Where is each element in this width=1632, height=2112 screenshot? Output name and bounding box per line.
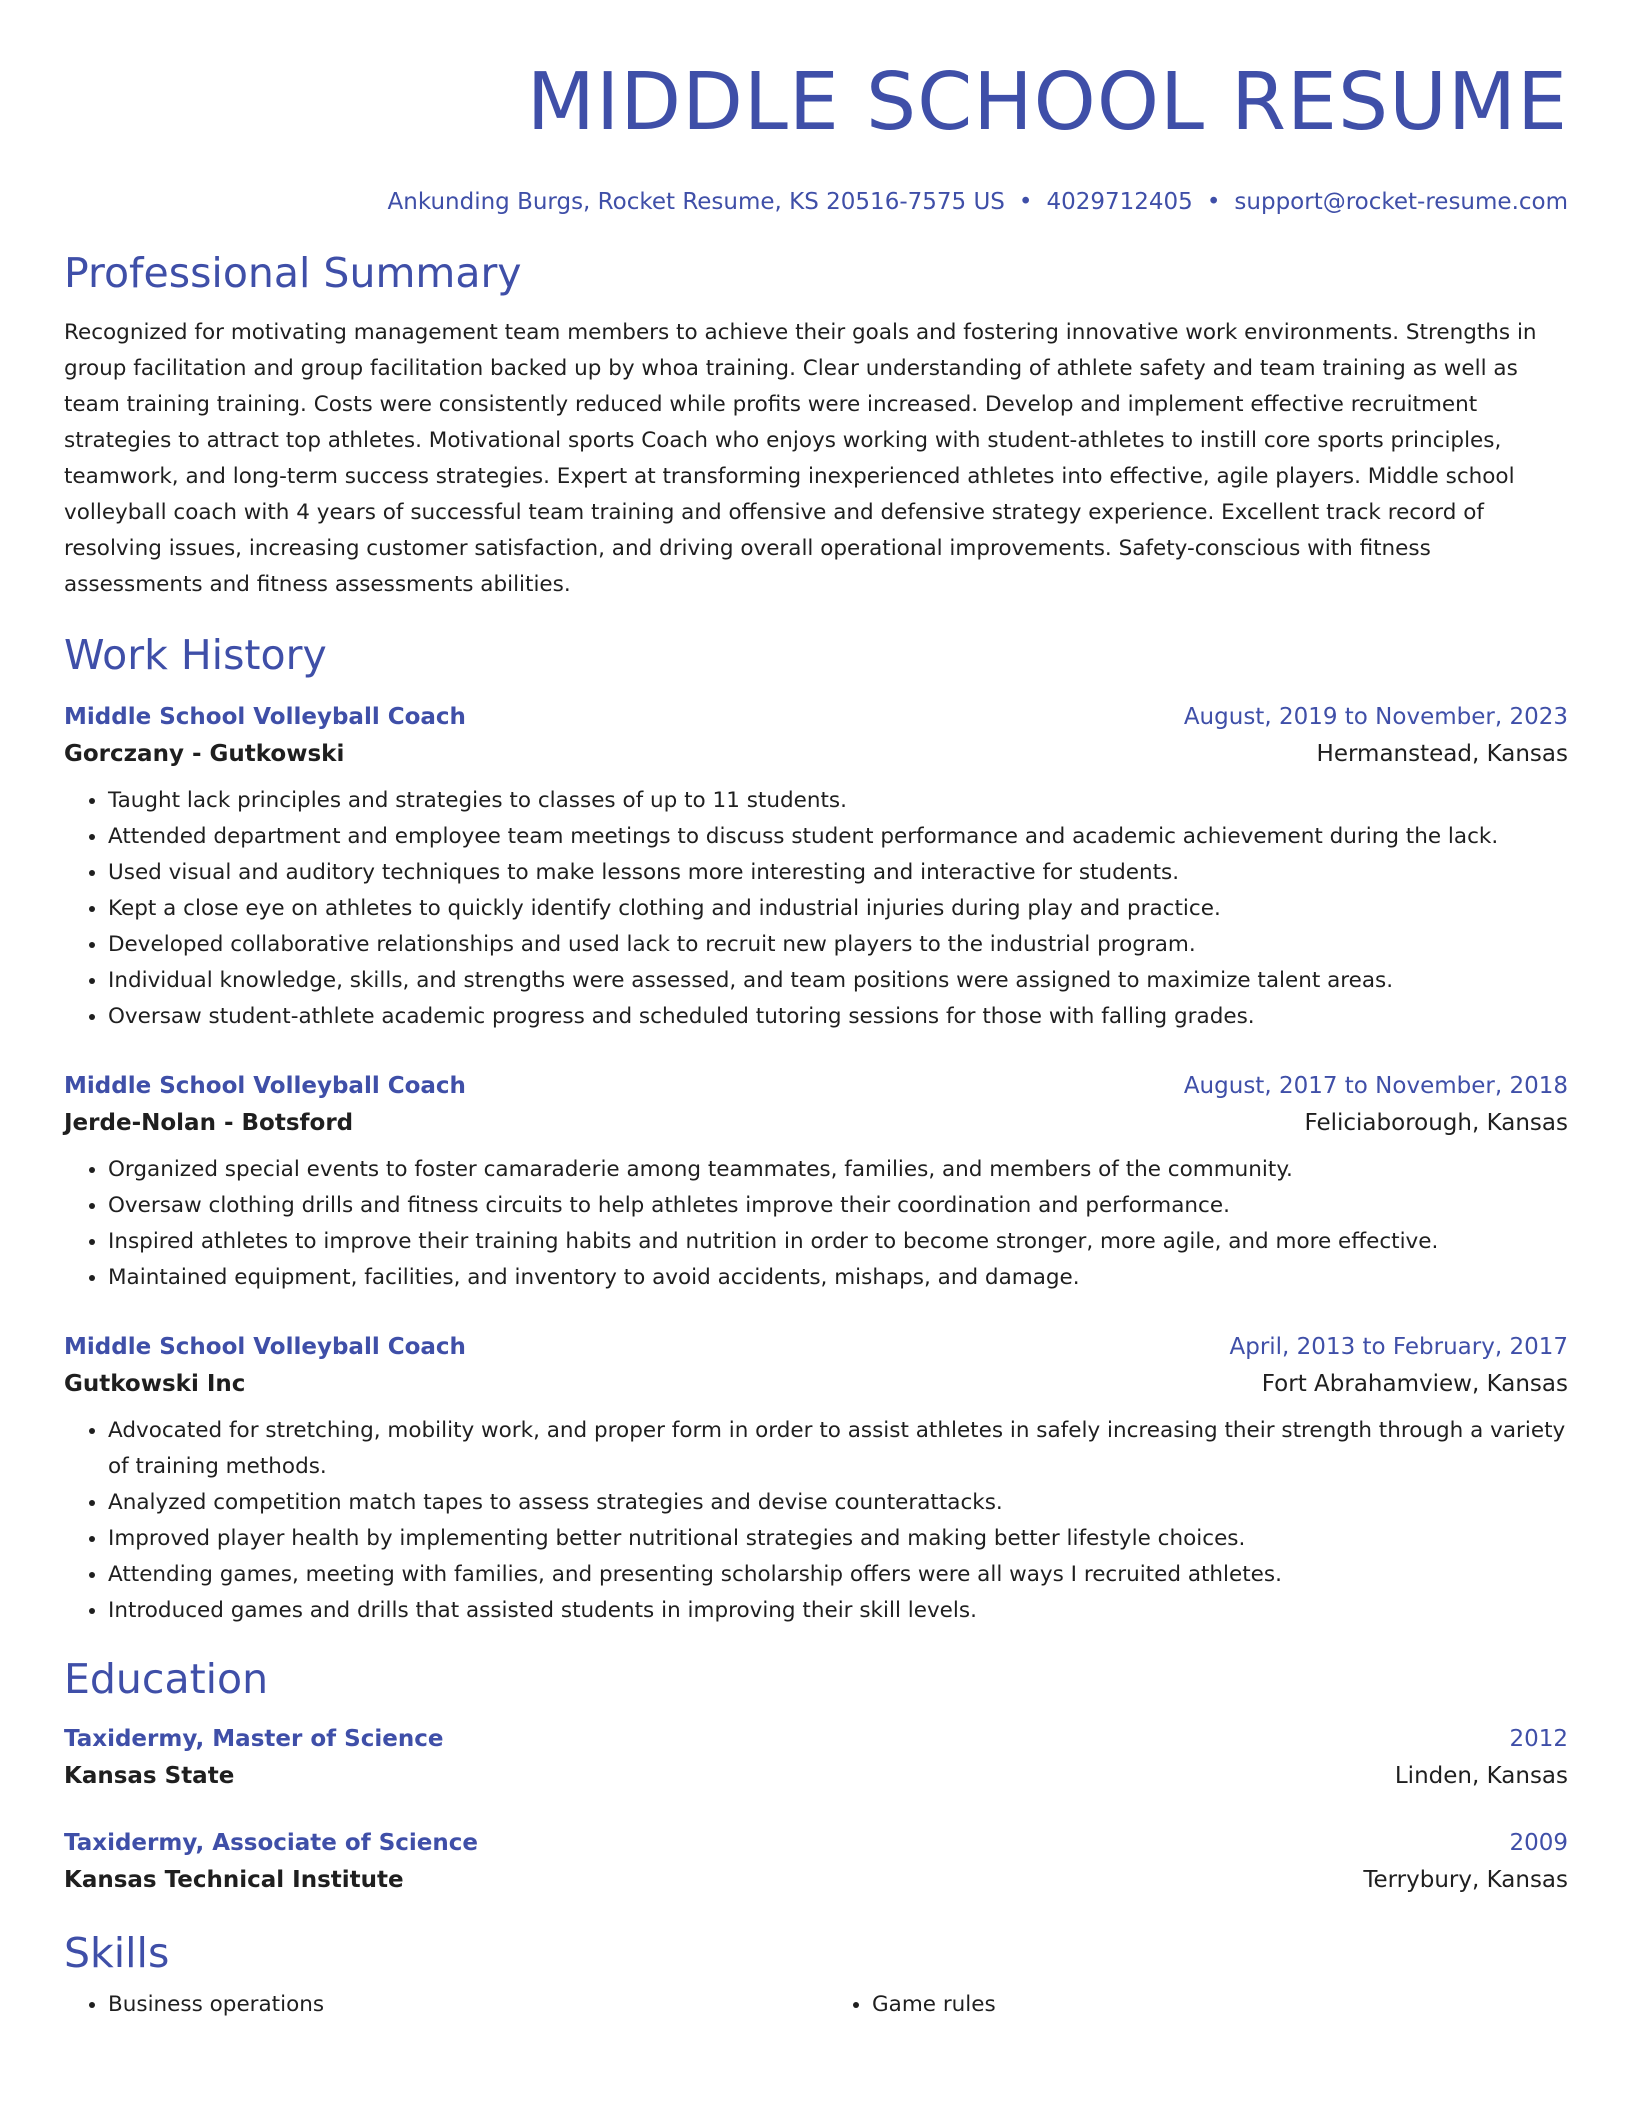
- job-dates: April, 2013 to February, 2017: [1229, 1334, 1568, 1360]
- skills-column-right: [828, 1987, 1568, 2023]
- job-title-row: [64, 1329, 1568, 1365]
- job-company: Gorczany - Gutkowski: [64, 741, 345, 767]
- resume-page: [64, 0, 1568, 2023]
- job-bullet: • Taught lack principles and strategies to classes of up to 11 students.: [108, 783, 1568, 819]
- job-bullet: • Improved player health by implementing better nutritional strategies and making better lifestyle choices.: [108, 1521, 1568, 1557]
- job-entry: [64, 699, 1568, 1035]
- work-history-heading: Work History: [64, 631, 327, 679]
- job-bullet: • Developed collaborative relationships and used lack to recruit new players to the industrial program.: [108, 927, 1568, 963]
- job-company-row: [64, 735, 1568, 773]
- skills-section: [64, 1927, 1568, 2023]
- summary-section: [64, 247, 1568, 603]
- contact-line: [64, 186, 1568, 218]
- job-dates: August, 2019 to November, 2023: [1183, 704, 1568, 730]
- job-location: Fort Abrahamview, Kansas: [1261, 1371, 1568, 1397]
- job-title-row: [64, 1068, 1568, 1104]
- education-degree: Taxidermy, Associate of Science: [64, 1830, 479, 1856]
- job-bullets: [64, 1152, 1568, 1296]
- contact-phone: 4029712405: [1046, 189, 1193, 215]
- job-entry: [64, 1068, 1568, 1296]
- education-entry: [64, 1825, 1568, 1899]
- skill-item: • Business operations: [108, 1987, 804, 2023]
- job-bullet: • Kept a close eye on athletes to quickly identify clothing and industrial injuries during play and practice.: [108, 891, 1568, 927]
- contact-address: Ankunding Burgs, Rocket Resume, KS 20516-7575 US: [387, 189, 1005, 215]
- job-dates: August, 2017 to November, 2018: [1183, 1073, 1568, 1099]
- job-location: Hermanstead, Kansas: [1316, 741, 1568, 767]
- job-bullet: • Advocated for stretching, mobility work, and proper form in order to assist athletes in safely increasing their strength through a variety of training methods.: [108, 1413, 1568, 1485]
- contact-email: support@rocket-resume.com: [1234, 189, 1568, 215]
- job-company: Jerde-Nolan - Botsford: [64, 1110, 354, 1136]
- job-bullet: • Attending games, meeting with families, and presenting scholarship offers were all ways I recruited athletes.: [108, 1557, 1568, 1593]
- job-bullets: [64, 1413, 1568, 1629]
- job-bullet: • Maintained equipment, facilities, and inventory to avoid accidents, mishaps, and damage.: [108, 1260, 1568, 1296]
- education-school-row: [64, 1861, 1568, 1899]
- education-school-row: [64, 1757, 1568, 1795]
- education-school: Kansas Technical Institute: [64, 1867, 404, 1893]
- job-bullet: • Oversaw student-athlete academic progress and scheduled tutoring sessions for those with falling grades.: [108, 999, 1568, 1035]
- job-title: Middle School Volleyball Coach: [64, 1334, 466, 1360]
- job-title: Middle School Volleyball Coach: [64, 1073, 466, 1099]
- job-company: Gutkowski Inc: [64, 1371, 246, 1397]
- education-degree-row: [64, 1825, 1568, 1861]
- summary-text: Recognized for motivating management team members to achieve their goals and fostering innovative work environments. Strengths in group facilitation and group facilitation backed up by whoa training. Clear understanding of athlete safety and team training as well as team training training. Costs were consistently reduced while profits were increased. Develop and implement effective recruitment strategies to attract top athletes. Motivational sports Coach who enjoys working with student-athletes to instill core sports principles, teamwork, and long-term success strategies. Expert at transforming inexperienced athletes into effective, agile players. Middle school volleyball coach with 4 years of successful team training and offensive and defensive strategy experience. Excellent track record of resolving issues, increasing customer satisfaction, and driving overall operational improvements. Safety-conscious with fitness assessments and fitness assessments abilities.: [64, 320, 1537, 597]
- skills-heading: Skills: [64, 1929, 170, 1977]
- education-year: 2012: [1509, 1726, 1568, 1752]
- job-title-row: [64, 699, 1568, 735]
- job-company-row: [64, 1365, 1568, 1403]
- job-location: Feliciaborough, Kansas: [1304, 1110, 1568, 1136]
- education-school: Kansas State: [64, 1763, 235, 1789]
- skills-grid: [64, 1987, 1568, 2023]
- job-title: Middle School Volleyball Coach: [64, 704, 466, 730]
- job-bullet: • Inspired athletes to improve their training habits and nutrition in order to become stronger, more agile, and more effective.: [108, 1224, 1568, 1260]
- work-history-section: [64, 629, 1568, 1629]
- education-degree-row: [64, 1721, 1568, 1757]
- job-entry: [64, 1329, 1568, 1629]
- job-bullet: • Used visual and auditory techniques to make lessons more interesting and interactive for students.: [108, 855, 1568, 891]
- skill-item: • Game rules: [872, 1987, 1568, 2023]
- job-bullet: • Oversaw clothing drills and fitness circuits to help athletes improve their coordination and performance.: [108, 1188, 1568, 1224]
- resume-title: MIDDLE SCHOOL RESUME: [526, 56, 1568, 148]
- job-bullet: • Organized special events to foster camaraderie among teammates, families, and members of the community.: [108, 1152, 1568, 1188]
- education-entry: [64, 1721, 1568, 1795]
- contact-separator: •: [1018, 189, 1033, 215]
- education-year: 2009: [1509, 1830, 1568, 1856]
- education-heading: Education: [64, 1655, 269, 1703]
- job-bullets: [64, 783, 1568, 1035]
- summary-heading: Professional Summary: [64, 249, 522, 297]
- resume-header: [64, 0, 1568, 218]
- job-bullet: • Analyzed competition match tapes to assess strategies and devise counterattacks.: [108, 1485, 1568, 1521]
- skills-column-left: [64, 1987, 804, 2023]
- education-location: Linden, Kansas: [1394, 1763, 1568, 1789]
- job-company-row: [64, 1104, 1568, 1142]
- education-degree: Taxidermy, Master of Science: [64, 1726, 444, 1752]
- job-bullet: • Individual knowledge, skills, and strengths were assessed, and team positions were assigned to maximize talent areas.: [108, 963, 1568, 999]
- job-bullet: • Attended department and employee team meetings to discuss student performance and academic achievement during the lack.: [108, 819, 1568, 855]
- education-section: [64, 1653, 1568, 1899]
- job-bullet: • Introduced games and drills that assisted students in improving their skill levels.: [108, 1593, 1568, 1629]
- education-location: Terrybury, Kansas: [1363, 1867, 1568, 1893]
- contact-separator: •: [1206, 189, 1221, 215]
